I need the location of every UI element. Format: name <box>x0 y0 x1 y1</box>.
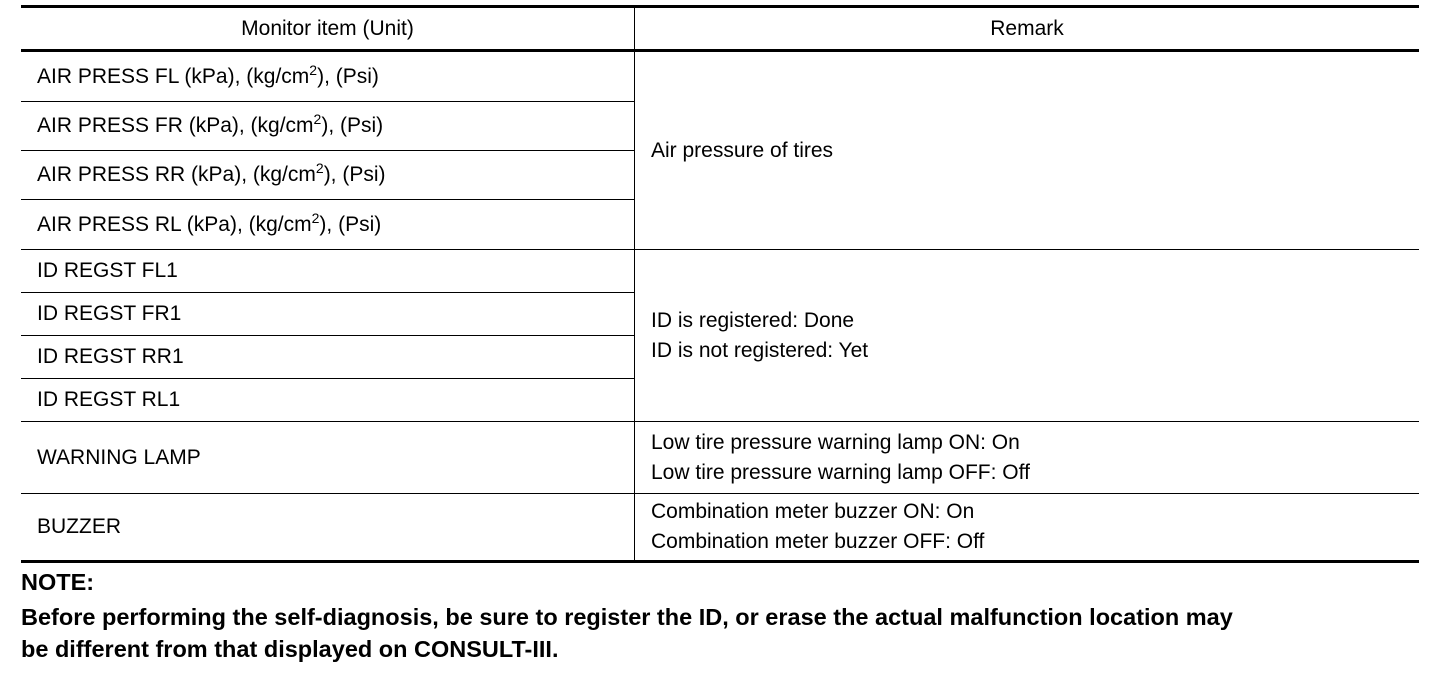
buzzer-row <box>21 494 634 560</box>
warning-lamp-label: WARNING LAMP <box>37 445 201 469</box>
air-press-fl-label: AIR PRESS FL (kPa), $(kg/cm^2)$, (Psi) <box>37 61 379 88</box>
air-press-remark-text: Air pressure of tires <box>651 138 834 162</box>
air-press-remark <box>634 52 1419 249</box>
header-remark <box>634 8 1419 49</box>
id-remark-line-2: ID is not registered: Yet <box>651 338 869 362</box>
air-press-fr-row <box>21 102 634 150</box>
warning-lamp-remark-line-1: Low tire pressure warning lamp ON: On <box>651 430 1020 454</box>
air-press-rr-label: AIR PRESS RR (kPa), $(kg/cm^2)$, (Psi) <box>37 160 386 186</box>
buzzer-label: BUZZER <box>37 515 121 538</box>
header-monitor-item <box>21 8 634 49</box>
header-remark-label: Remark <box>990 16 1064 40</box>
warning-lamp-remark-line-2: Low tire pressure warning lamp OFF: Off <box>651 460 1030 484</box>
note-line-1: Before performing the self-diagnosis, be sure to register the ID, or erase the actual malfunction location may <box>21 604 1233 630</box>
id-remark-line-1: ID is registered: Done <box>651 308 855 332</box>
id-regst-fr1-row <box>21 293 634 335</box>
id-regst-fr1-label: ID REGST FR1 <box>37 302 182 325</box>
id-regst-rl1-row <box>21 379 634 421</box>
id-regst-fl1-label: ID REGST FL1 <box>37 259 178 282</box>
buzzer-remark-line-1: Combination meter buzzer ON: On <box>651 500 975 523</box>
air-press-rl-row <box>21 200 634 249</box>
air-press-fr-label: AIR PRESS FR (kPa), $(kg/cm^2)$, (Psi) <box>37 111 384 137</box>
note-title: NOTE: <box>21 569 95 595</box>
air-press-fl-row <box>21 52 634 101</box>
note-line-2: be different from that displayed on CONSULT-III. <box>21 636 559 662</box>
air-press-rl-label: AIR PRESS RL (kPa), $(kg/cm^2)$, (Psi) <box>37 209 382 236</box>
id-regst-rl1-label: ID REGST RL1 <box>37 388 181 411</box>
warning-lamp-remark <box>634 422 1419 493</box>
header-monitor-item-label: Monitor item (Unit) <box>241 16 414 40</box>
id-regst-fl1-row <box>21 250 634 292</box>
buzzer-remark <box>634 494 1419 560</box>
id-regst-rr1-row <box>21 336 634 378</box>
buzzer-remark-line-2: Combination meter buzzer OFF: Off <box>651 530 985 553</box>
warning-lamp-row <box>21 422 634 493</box>
id-regst-rr1-label: ID REGST RR1 <box>37 345 184 368</box>
air-press-rr-row <box>21 151 634 199</box>
monitor-item-table <box>21 5 1419 563</box>
id-remark <box>634 250 1419 421</box>
